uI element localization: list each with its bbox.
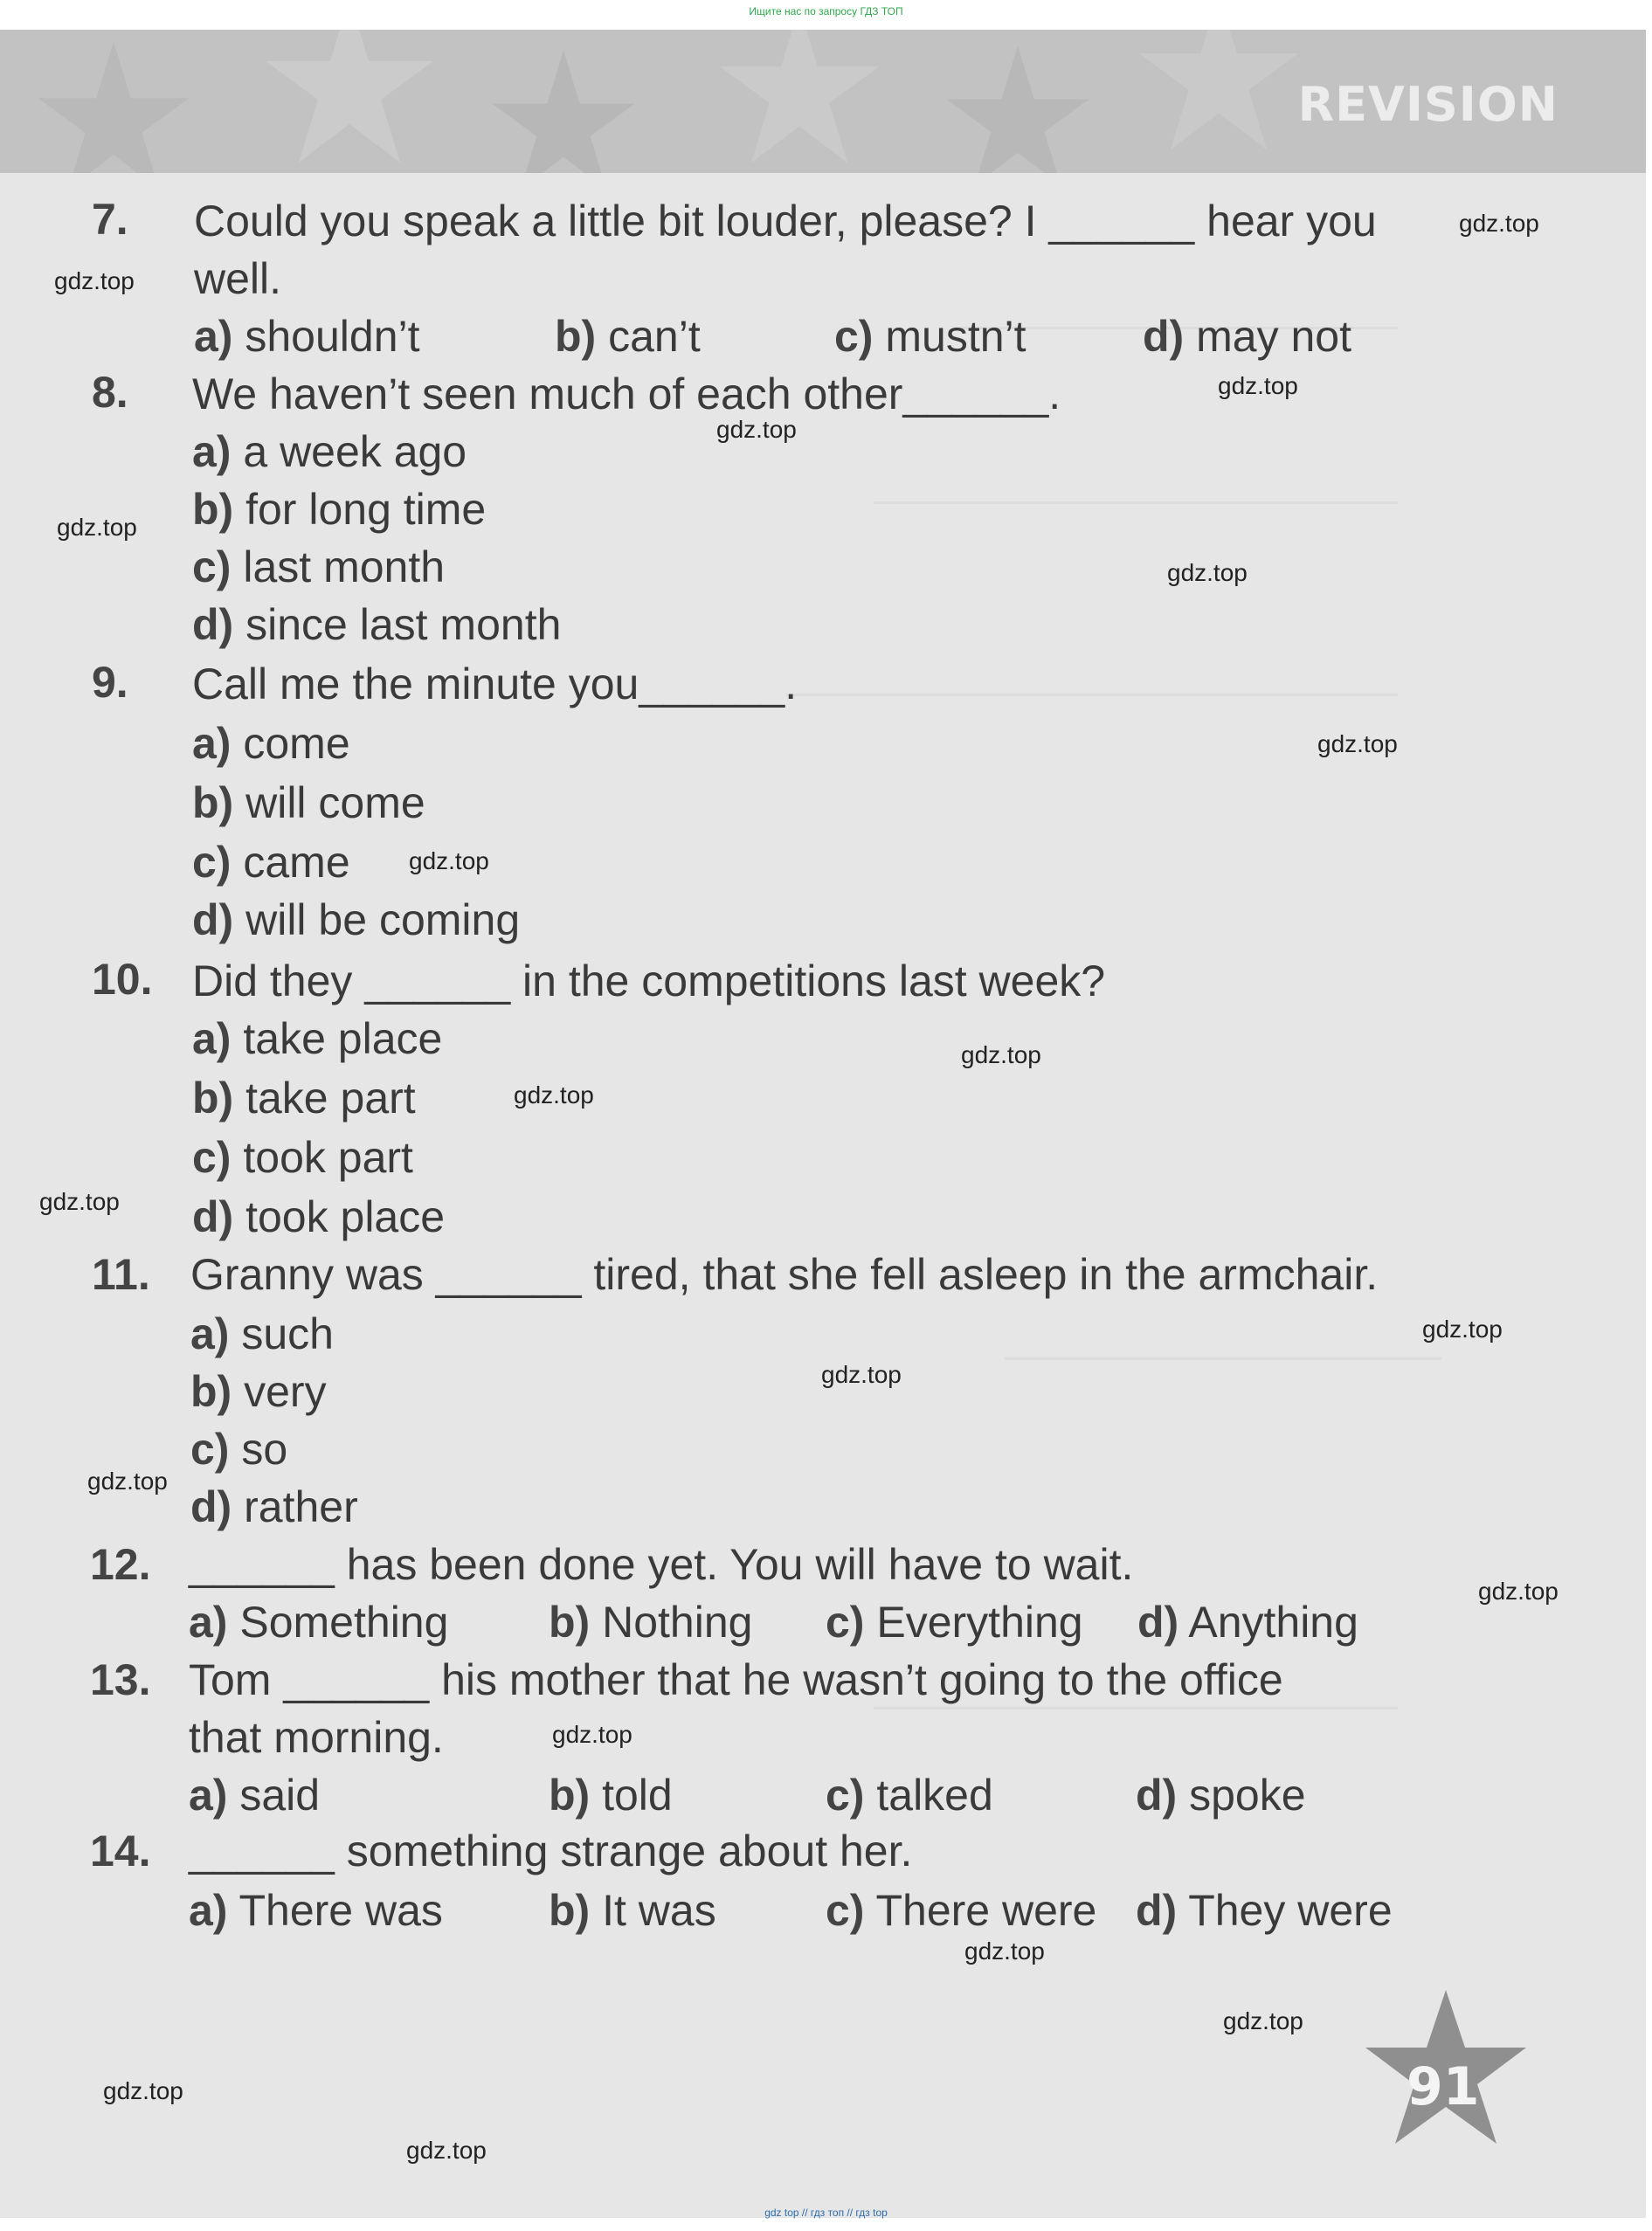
question-text: Tom ______ his mother that he wasn’t going to the office [189, 1655, 1283, 1704]
watermark: gdz.top [552, 1721, 632, 1748]
question-number: 11. [92, 1250, 150, 1299]
decorative-star-icon [944, 43, 1092, 173]
watermark: gdz.top [961, 1041, 1041, 1068]
question-text: that morning. [189, 1713, 444, 1762]
question-text: Did they ______ in the competitions last week? [192, 957, 1106, 1005]
watermark: gdz.top [821, 1361, 902, 1388]
decorative-star-icon [1136, 30, 1302, 156]
option-a[interactable]: a) come [192, 719, 350, 768]
question-text: ______ something strange about her. [189, 1827, 913, 1875]
question-text: Call me the minute you______. [192, 660, 798, 708]
watermark: gdz.top [1478, 1578, 1559, 1605]
option-d[interactable]: d) spoke [1136, 1771, 1306, 1820]
option-c[interactable]: c) so [190, 1425, 288, 1474]
option-c[interactable]: c) mustn’t [834, 312, 1026, 361]
option-b[interactable]: b) Nothing [549, 1598, 753, 1647]
watermark: gdz.top [514, 1081, 594, 1109]
option-a[interactable]: a) Something [189, 1598, 449, 1647]
option-a[interactable]: a) There was [189, 1886, 443, 1935]
option-b[interactable]: b) very [190, 1367, 327, 1416]
decorative-star-icon [489, 47, 638, 173]
option-c[interactable]: c) came [192, 838, 350, 887]
option-c[interactable]: c) Everything [826, 1598, 1083, 1647]
watermark: gdz.top [1223, 2007, 1303, 2034]
question-text: Could you speak a little bit louder, please? I ______ hear you [194, 197, 1377, 245]
option-d[interactable]: d) rather [190, 1482, 358, 1531]
option-b[interactable]: b) for long time [192, 485, 487, 534]
watermark: gdz.top [1422, 1316, 1503, 1343]
watermark: gdz.top [54, 267, 135, 294]
decorative-star-icon [716, 30, 882, 169]
watermark: gdz.top [716, 416, 797, 443]
watermark: gdz.top [1317, 730, 1398, 757]
option-d[interactable]: d) took place [192, 1192, 446, 1241]
option-a[interactable]: a) a week ago [192, 427, 467, 476]
option-a[interactable]: a) such [190, 1309, 334, 1358]
section-title: REVISION [1297, 77, 1559, 132]
question-text: Granny was ______ tired, that she fell asleep in the armchair. [190, 1250, 1379, 1299]
option-b[interactable]: b) take part [192, 1074, 416, 1122]
question-number: 7. [92, 195, 128, 244]
option-d[interactable]: d) They were [1136, 1886, 1393, 1935]
question-number: 9. [92, 658, 128, 707]
option-b[interactable]: b) told [549, 1771, 673, 1820]
watermark: gdz.top [57, 514, 137, 541]
watermark: gdz.top [87, 1468, 168, 1495]
option-a[interactable]: a) said [189, 1771, 321, 1820]
question-text: well. [194, 254, 282, 303]
question-text: ______ has been done yet. You will have to wait. [189, 1540, 1134, 1589]
question-number: 12. [90, 1540, 151, 1589]
question-text: We haven’t seen much of each other______. [192, 370, 1061, 418]
option-d[interactable]: d) since last month [192, 600, 562, 649]
watermark: gdz.top [1459, 210, 1539, 237]
watermark: gdz.top [409, 847, 489, 874]
watermark: gdz.top [39, 1188, 120, 1215]
option-d[interactable]: d) Anything [1137, 1598, 1358, 1647]
watermark: gdz.top [406, 2137, 487, 2164]
option-c[interactable]: c) took part [192, 1133, 413, 1182]
watermark: gdz.top [1167, 559, 1248, 586]
watermark: gdz.top [1218, 372, 1298, 399]
option-c[interactable]: c) talked [826, 1771, 993, 1820]
option-c[interactable]: c) last month [192, 542, 446, 591]
option-d[interactable]: d) will be coming [192, 895, 521, 944]
page-number: 91 [1407, 2056, 1480, 2117]
decorative-star-icon [35, 38, 192, 173]
bottom-note: gdz top // гдз топ // гдз top [764, 2207, 888, 2219]
option-a[interactable]: a) shouldn’t [194, 312, 420, 361]
option-a[interactable]: a) take place [192, 1014, 443, 1063]
decorative-star-icon [262, 30, 437, 169]
question-number: 10. [92, 955, 153, 1004]
question-number: 13. [90, 1655, 151, 1704]
option-b[interactable]: b) can’t [555, 312, 701, 361]
question-number: 14. [90, 1827, 151, 1875]
watermark: gdz.top [964, 1937, 1045, 1965]
question-number: 8. [92, 368, 128, 417]
textbook-page [0, 30, 1646, 2218]
top-note: Ищите нас по запросу ГДЗ ТОП [749, 5, 903, 17]
option-d[interactable]: d) may not [1143, 312, 1351, 361]
watermark: gdz.top [103, 2077, 183, 2104]
option-b[interactable]: b) It was [549, 1886, 716, 1935]
header-band [0, 30, 1646, 173]
option-b[interactable]: b) will come [192, 778, 425, 827]
option-c[interactable]: c) There were [826, 1886, 1097, 1935]
